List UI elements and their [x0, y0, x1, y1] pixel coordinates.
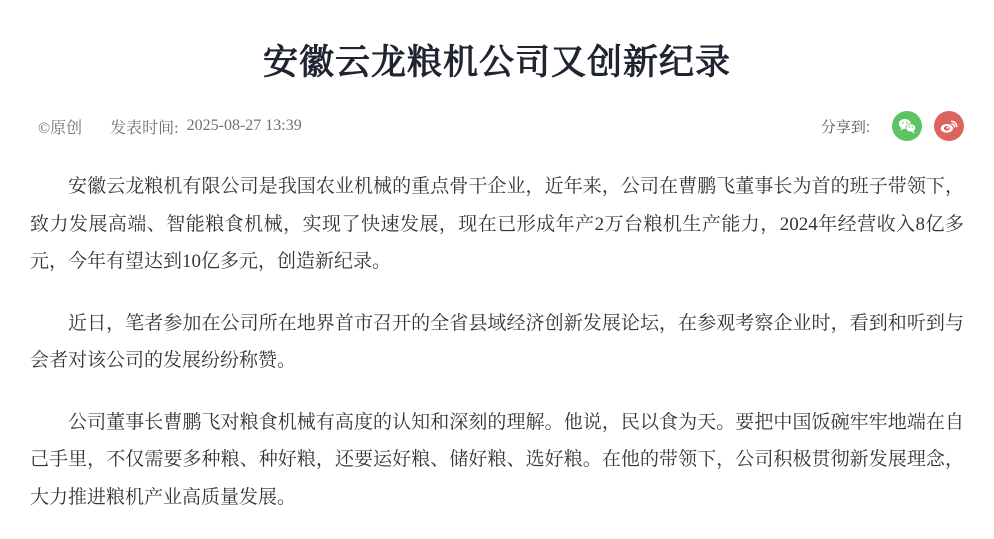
publish-time-value: 2025-08-27 13:39 [186, 117, 302, 134]
article-body [30, 168, 964, 516]
wechat-icon [896, 115, 918, 137]
wechat-share-button[interactable] [892, 111, 922, 141]
meta-row [30, 110, 964, 142]
share-bar [821, 111, 964, 141]
article-meta [38, 115, 302, 138]
publish-time-label: 发表时间: [110, 119, 179, 137]
copyright-badge: ©原创 [38, 119, 83, 137]
page-title: 安徽云龙粮机公司又创新纪录 [262, 43, 731, 82]
weibo-share-button[interactable] [934, 111, 964, 141]
paragraph-3: 公司董事长曹鹏飞对粮食机械有高度的认知和深刻的理解。他说，民以食为天。要把中国饭碗牢牢地端在自己手里，不仅需要多种粮、种好粮，还要运好粮、储好粮、选好粮。在他的带领下，公司积极贯彻新发展理念，大力推进粮机产业高质量发展。 [30, 411, 964, 508]
paragraph-2: 近日，笔者参加在公司所在地界首市召开的全省县域经济创新发展论坛，在参观考察企业时，看到和听到与会者对该公司的发展纷纷称赞。 [30, 312, 964, 371]
paragraph-1: 安徽云龙粮机有限公司是我国农业机械的重点骨干企业，近年来，公司在曹鹏飞董事长为首的班子带领下，致力发展高端、智能粮食机械，实现了快速发展，现在已形成年产2万台粮机生产能力，2024年经营收入8亿多元，今年有望达到10亿多元，创造新纪录。 [30, 176, 964, 272]
share-label: 分享到: [820, 118, 870, 136]
weibo-icon [938, 115, 960, 137]
